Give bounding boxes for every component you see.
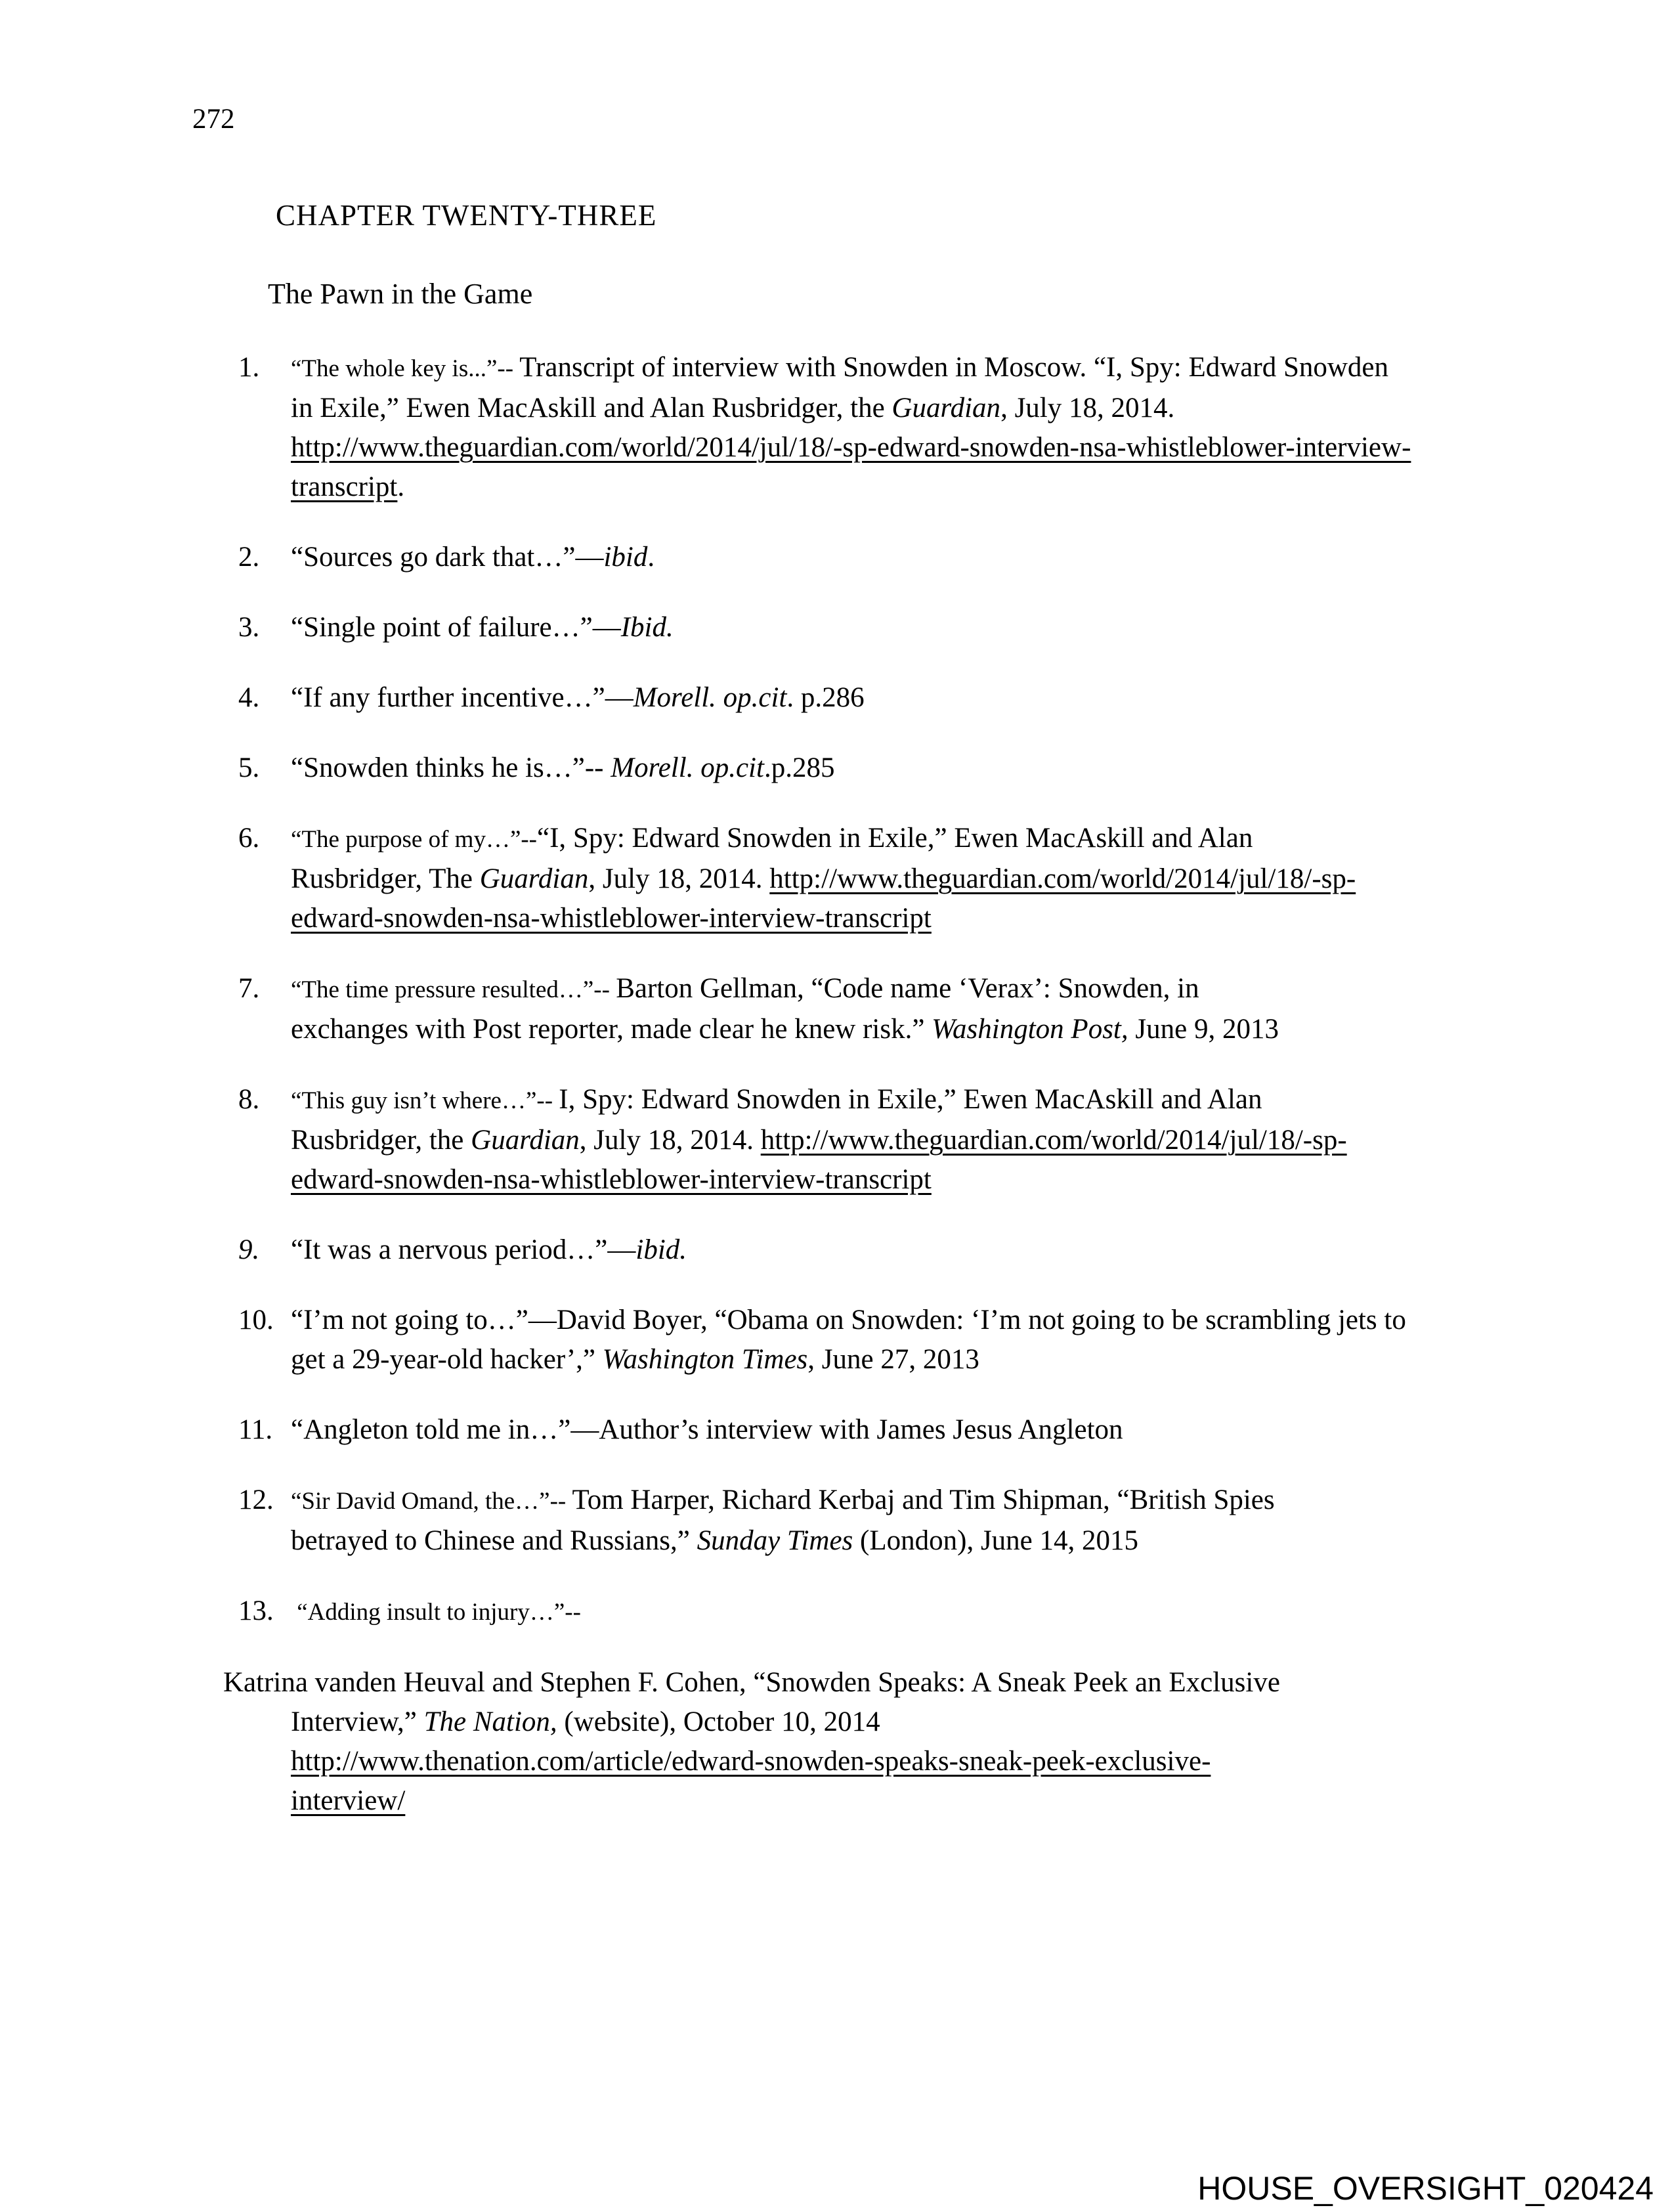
- text-segment: ibid: [603, 542, 648, 573]
- citation-number: 4.: [238, 682, 260, 713]
- text-segment: Washington Times: [602, 1344, 808, 1375]
- citation-text: [291, 1410, 1617, 1450]
- citation-number: 13.: [238, 1595, 274, 1626]
- text-segment: Sunday Times: [697, 1525, 853, 1556]
- citation-number: 9.: [238, 1234, 260, 1265]
- citation-number: 8.: [238, 1084, 260, 1115]
- text-segment: “Adding insult to injury…”--: [291, 1599, 581, 1626]
- text-segment: , July 18, 2014.: [579, 1125, 761, 1156]
- text-segment: in Exile,” Ewen MacAskill and Alan Rusbridger, the: [291, 393, 892, 423]
- citation-text: [291, 748, 1617, 788]
- citation-number: 1.: [238, 352, 260, 383]
- citation-number: 7.: [238, 973, 260, 1004]
- text-segment: “Single point of failure…”—: [291, 612, 621, 643]
- text-segment: , July 18, 2014.: [1000, 393, 1175, 423]
- citation-text: [291, 1230, 1617, 1270]
- url-text: interview/: [291, 1785, 406, 1816]
- citation-line: [291, 608, 1617, 647]
- closing-paragraph: [223, 1663, 1617, 1821]
- text-segment: (London), June 14, 2015: [853, 1525, 1139, 1556]
- citation-line: [223, 1663, 1617, 1702]
- citation-line: [291, 1340, 1617, 1379]
- citation-item-12: [238, 1481, 1617, 1561]
- text-segment: “Sources go dark that…”—: [291, 542, 604, 573]
- citation-line: [291, 467, 1617, 507]
- citation-number: 2.: [238, 542, 260, 573]
- citation-line: [291, 1521, 1617, 1561]
- citation-line: [291, 1301, 1617, 1340]
- text-segment: ibid.: [635, 1234, 687, 1265]
- citation-line: [291, 1410, 1617, 1450]
- text-segment: Guardian: [471, 1125, 580, 1156]
- citation-number: 3.: [238, 612, 260, 643]
- citation-line: [291, 678, 1617, 718]
- text-segment: “I, Spy: Edward Snowden in Exile,” Ewen MacAskill and Alan: [537, 823, 1253, 854]
- chapter-subtitle: The Pawn in the Game: [268, 278, 533, 310]
- citation-text: [291, 1592, 1617, 1632]
- citation-line: [291, 538, 1617, 577]
- citation-line: [291, 969, 1617, 1010]
- citation-item-7: [238, 969, 1617, 1049]
- text-segment: “The time pressure resulted…”--: [291, 976, 616, 1003]
- citation-text: [291, 678, 1617, 718]
- citation-number: 11.: [238, 1414, 273, 1445]
- citation-text: [291, 1301, 1617, 1379]
- citation-item-2: [238, 538, 1617, 577]
- text-segment: Guardian: [891, 393, 1001, 423]
- text-segment: “Sir David Omand, the…”--: [291, 1488, 572, 1515]
- citation-line: [291, 899, 1617, 938]
- citation-number: 12.: [238, 1485, 274, 1515]
- citation-line: [291, 389, 1617, 428]
- text-segment: Morell. op.cit: [633, 682, 787, 713]
- text-segment: Rusbridger, the: [291, 1125, 471, 1156]
- text-segment: Tom Harper, Richard Kerbaj and Tim Shipman, “British Spies: [572, 1485, 1275, 1515]
- text-segment: “This guy isn’t where…”--: [291, 1087, 559, 1114]
- citation-number: 10.: [238, 1305, 274, 1335]
- citation-number: 5.: [238, 752, 260, 783]
- text-segment: Katrina vanden Heuval and Stephen F. Cohen, “Snowden Speaks: A Sneak Peek an Exclusive: [223, 1667, 1280, 1698]
- citation-line: [291, 348, 1617, 389]
- bates-number: HOUSE_OVERSIGHT_020424: [1197, 2170, 1654, 2207]
- text-segment: betrayed to Chinese and Russians,”: [291, 1525, 697, 1556]
- text-segment: Interview,”: [291, 1706, 424, 1737]
- citation-text: [291, 608, 1617, 647]
- citation-line: [291, 1010, 1617, 1049]
- citation-text: [291, 538, 1617, 577]
- citation-line: [291, 1592, 1617, 1632]
- text-segment: get a 29-year-old hacker’,”: [291, 1344, 603, 1375]
- text-segment: I, Spy: Edward Snowden in Exile,” Ewen MacAskill and Alan: [559, 1084, 1262, 1115]
- text-segment: . p.286: [786, 682, 865, 713]
- citation-line: [291, 1781, 1617, 1821]
- text-segment: Guardian: [479, 863, 589, 894]
- text-segment: June 9, 2013: [1128, 1014, 1279, 1045]
- citation-line: [291, 748, 1617, 788]
- text-segment: , July 18, 2014.: [588, 863, 770, 894]
- text-segment: Ibid.: [620, 612, 674, 643]
- text-segment: The Nation,: [423, 1706, 557, 1737]
- citation-text: [291, 969, 1617, 1049]
- citation-line: [291, 1742, 1617, 1781]
- citation-text: [291, 819, 1617, 938]
- citation-line: [291, 428, 1617, 467]
- url-text: edward-snowden-nsa-whistleblower-interview-transcript: [291, 903, 932, 934]
- citation-number: 6.: [238, 823, 260, 854]
- text-segment: “The purpose of my…”--: [291, 826, 538, 853]
- citation-item-4: [238, 678, 1617, 718]
- citation-item-13: [238, 1592, 1617, 1632]
- citation-line: [291, 1080, 1617, 1121]
- citation-text: [291, 1080, 1617, 1200]
- text-segment: “It was a nervous period…”—: [291, 1234, 636, 1265]
- citation-line: [291, 819, 1617, 859]
- citation-line: [291, 1121, 1617, 1160]
- citation-line: [291, 1481, 1617, 1521]
- citation-text: [291, 348, 1617, 507]
- url-text: http://www.theguardian.com/world/2014/jul/18/-sp-: [769, 863, 1356, 894]
- text-segment: “Angleton told me in…”—Author’s interview with James Jesus Angleton: [291, 1414, 1123, 1445]
- text-segment: “I’m not going to…”—David Boyer, “Obama on Snowden: ‘I’m not going to be scrambling jets to: [291, 1305, 1406, 1335]
- citation-item-10: [238, 1301, 1617, 1379]
- citation-item-8: [238, 1080, 1617, 1200]
- url-text: http://www.thenation.com/article/edward-snowden-speaks-sneak-peek-exclusive-: [291, 1746, 1211, 1777]
- text-segment: Barton Gellman, “Code name ‘Verax’: Snowden, in: [616, 973, 1199, 1004]
- citation-line: [291, 1230, 1617, 1270]
- page-number: 272: [192, 104, 235, 135]
- citation-line: [291, 859, 1617, 899]
- citation-item-6: [238, 819, 1617, 938]
- text-segment: “Snowden thinks he is…”--: [291, 752, 611, 783]
- url-text: edward-snowden-nsa-whistleblower-interview-transcript: [291, 1164, 932, 1195]
- text-segment: Rusbridger, The: [291, 863, 480, 894]
- citation-item-9: [238, 1230, 1617, 1270]
- citation-text: [291, 1481, 1617, 1561]
- text-segment: Transcript of interview with Snowden in Moscow. “I, Spy: Edward Snowden: [519, 352, 1388, 383]
- text-segment: .: [647, 542, 655, 573]
- text-segment: (website), October 10, 2014: [557, 1706, 880, 1737]
- citation-item-3: [238, 608, 1617, 647]
- text-segment: exchanges with Post reporter, made clear he knew risk.”: [291, 1014, 932, 1045]
- citation-item-5: [238, 748, 1617, 788]
- text-segment: .p.285: [763, 752, 835, 783]
- citation-list: [0, 348, 1617, 1821]
- url-text: http://www.theguardian.com/world/2014/jul/18/-sp-edward-snowden-nsa-whistleblower-interview-: [291, 432, 1411, 463]
- citation-line: [291, 1160, 1617, 1200]
- citation-line: [291, 1702, 1617, 1742]
- text-segment: Morell. op.cit: [611, 752, 764, 783]
- text-segment: “If any further incentive…”—: [291, 682, 633, 713]
- text-segment: Washington Post,: [932, 1014, 1128, 1045]
- text-segment: , June 27, 2013: [807, 1344, 979, 1375]
- citation-item-1: [238, 348, 1617, 507]
- chapter-heading: CHAPTER TWENTY-THREE: [276, 199, 657, 232]
- url-text: transcript: [291, 471, 398, 502]
- url-text: http://www.theguardian.com/world/2014/jul/18/-sp-: [760, 1125, 1347, 1156]
- citation-item-11: [238, 1410, 1617, 1450]
- text-segment: “The whole key is...”--: [291, 355, 520, 382]
- text-segment: .: [397, 471, 405, 502]
